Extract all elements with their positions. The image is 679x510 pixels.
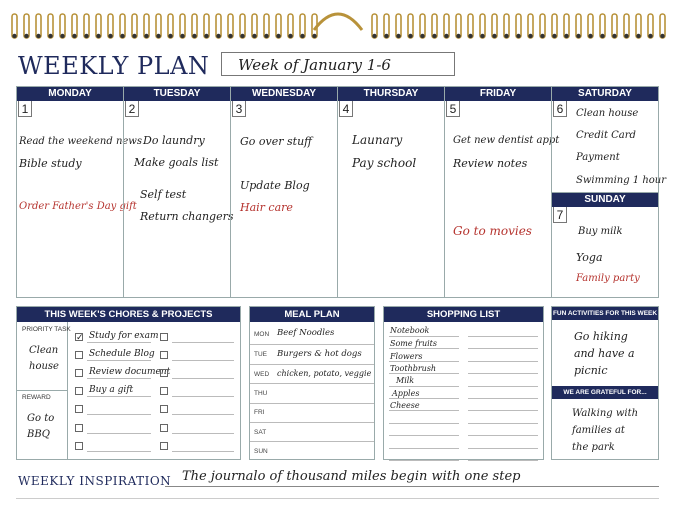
entry[interactable]: Do laundry (143, 134, 205, 147)
day-sunday[interactable] (551, 192, 659, 298)
meal-line (250, 383, 374, 384)
priority-task-label: PRIORITY TASK (22, 326, 71, 333)
binding-hole (24, 34, 28, 38)
day-number: 6 (553, 101, 567, 117)
meal-line (250, 364, 374, 365)
entry[interactable]: Hair care (240, 201, 293, 214)
binding-hole (432, 34, 436, 38)
inspiration-line (165, 486, 659, 487)
chore-checkbox[interactable] (75, 424, 83, 432)
project-checkbox[interactable] (160, 442, 168, 450)
binding-hole (240, 34, 244, 38)
meal-entry[interactable]: chicken, potato, veggie (277, 369, 372, 378)
shopping-line (468, 336, 538, 337)
shopping-line (389, 423, 459, 424)
binding-hole (36, 34, 40, 38)
chore-item[interactable]: Buy a gift (89, 385, 134, 395)
chore-checkbox-checked[interactable]: ✓ (76, 332, 84, 342)
chore-line (87, 396, 151, 397)
priority-divider (67, 322, 68, 459)
priority-task-value[interactable]: house (29, 361, 59, 372)
day-thursday[interactable] (337, 86, 445, 298)
binding-hole (132, 34, 136, 38)
binding-hole (204, 34, 208, 38)
binding-hole (456, 34, 460, 38)
project-checkbox[interactable] (160, 405, 168, 413)
day-header: THURSDAY (338, 87, 444, 101)
shopping-line (389, 398, 459, 399)
binding-hole (624, 34, 628, 38)
chore-line (87, 451, 151, 452)
binding-hole (660, 34, 664, 38)
binding-rings (12, 14, 665, 38)
meal-entry[interactable]: Burgers & hot dogs (277, 349, 362, 359)
entry[interactable]: Update Blog (240, 179, 310, 192)
entry[interactable]: Return changers (140, 210, 234, 223)
spiral-binding (0, 0, 679, 46)
reward-value[interactable]: Go to (27, 413, 55, 424)
binding-hole (108, 34, 112, 38)
binding-hole (84, 34, 88, 38)
entry[interactable]: Launary (352, 133, 403, 147)
day-number: 5 (446, 101, 460, 117)
entry[interactable]: Make goals list (134, 156, 219, 169)
entry[interactable]: Go over stuff (240, 135, 312, 148)
binding-hole (120, 34, 124, 38)
shopping-line (389, 386, 459, 387)
entry[interactable]: Review notes (453, 157, 528, 170)
meal-day-label: TUE (254, 351, 267, 358)
day-number: 3 (232, 101, 246, 117)
binding-hole (156, 34, 160, 38)
binding-hole (12, 34, 16, 38)
binding-hole (480, 34, 484, 38)
chore-line (87, 378, 151, 379)
meal-line (250, 422, 374, 423)
meal-line (250, 441, 374, 442)
shopping-line (468, 386, 538, 387)
shopping-line (389, 435, 459, 436)
day-header: MONDAY (17, 87, 123, 101)
chore-line (87, 433, 151, 434)
fun-activity-line[interactable]: Go hiking (574, 330, 628, 343)
entry[interactable]: Get new dentist appt (453, 135, 560, 146)
binding-hole (528, 34, 532, 38)
meal-plan-header: MEAL PLAN (250, 307, 374, 322)
chore-line (87, 360, 151, 361)
meal-day-label: MON (254, 331, 270, 338)
chore-checkbox[interactable] (75, 369, 83, 377)
reward-value[interactable]: BBQ (27, 429, 50, 440)
shopping-item[interactable]: Notebook (390, 326, 430, 335)
entry[interactable]: Buy milk (578, 226, 623, 237)
entry[interactable]: Order Father's Day gift (19, 201, 137, 212)
chore-checkbox[interactable] (75, 351, 83, 359)
binding-hole (180, 34, 184, 38)
binding-hole (300, 34, 304, 38)
project-checkbox[interactable] (160, 369, 168, 377)
page-title: WEEKLY PLAN (18, 52, 210, 80)
project-line (172, 414, 234, 415)
meal-line (250, 344, 374, 345)
day-header: WEDNESDAY (231, 87, 337, 101)
grateful-line[interactable]: the park (572, 442, 615, 453)
inspiration-quote[interactable]: The journalo of thousand miles begin with one step (182, 469, 521, 484)
project-checkbox[interactable] (160, 387, 168, 395)
shopping-line (468, 348, 538, 349)
shopping-line (389, 348, 459, 349)
project-line (172, 451, 234, 452)
meal-day-label: SAT (254, 429, 267, 436)
shopping-line (468, 398, 538, 399)
binding-hole (96, 34, 100, 38)
priority-task-value[interactable]: Clean (29, 345, 59, 356)
binding-hole (540, 34, 544, 38)
shopping-item[interactable]: Cheese (390, 401, 420, 410)
binding-hole (408, 34, 412, 38)
entry[interactable]: Read the weekend news (19, 136, 142, 147)
binding-hole (504, 34, 508, 38)
binding-hole (600, 34, 604, 38)
entry[interactable]: Go to movies (453, 224, 532, 238)
shopping-line (468, 373, 538, 374)
shopping-line (468, 448, 538, 449)
day-wednesday[interactable] (230, 86, 338, 298)
meal-day-label: SUN (254, 448, 268, 455)
chore-line (87, 414, 151, 415)
shopping-line (468, 361, 538, 362)
day-header: SUNDAY (552, 193, 658, 207)
project-line (172, 396, 234, 397)
grateful-line[interactable]: families at (572, 425, 625, 436)
binding-hole (60, 34, 64, 38)
fun-activity-line[interactable]: picnic (574, 364, 608, 377)
project-line (172, 378, 234, 379)
day-tuesday[interactable] (123, 86, 234, 298)
chore-checkbox[interactable] (75, 405, 83, 413)
day-monday[interactable] (16, 86, 142, 298)
binding-hole (576, 34, 580, 38)
binding-hole (384, 34, 388, 38)
shopping-line (389, 361, 459, 362)
grateful-line[interactable]: Walking with (572, 408, 639, 419)
binding-hole (492, 34, 496, 38)
chores-header: THIS WEEK'S CHORES & PROJECTS (17, 307, 240, 322)
project-line (172, 433, 234, 434)
day-number: 2 (125, 101, 139, 117)
binding-hole (636, 34, 640, 38)
meal-day-label: THU (254, 390, 268, 397)
entry[interactable]: Pay school (352, 156, 417, 170)
inspiration-label: WEEKLY INSPIRATION (18, 474, 172, 488)
entry[interactable]: Clean house (576, 108, 639, 119)
chore-checkbox[interactable] (75, 442, 83, 450)
meal-plan-box (249, 306, 375, 460)
day-header: FRIDAY (445, 87, 551, 101)
binding-hole (216, 34, 220, 38)
entry[interactable]: Payment (576, 152, 620, 163)
day-saturday[interactable] (551, 86, 667, 207)
binding-hole (144, 34, 148, 38)
binding-hole (288, 34, 292, 38)
shopping-list-header: SHOPPING LIST (384, 307, 543, 322)
hanger-hook (314, 14, 362, 30)
chore-item[interactable]: Review document (89, 367, 171, 377)
shopping-list-box (383, 306, 544, 460)
entry[interactable]: Family party (576, 273, 640, 284)
meal-day-label: WED (254, 371, 270, 378)
binding-hole (444, 34, 448, 38)
binding-hole (516, 34, 520, 38)
entry[interactable]: Yoga (576, 251, 603, 264)
fun-activities-box (551, 306, 659, 460)
chore-checkbox[interactable] (75, 387, 83, 395)
shopping-line (389, 336, 459, 337)
binding-hole (276, 34, 280, 38)
entry[interactable]: Self test (140, 188, 187, 201)
entry[interactable]: Swimming 1 hour (576, 175, 667, 186)
shopping-line (468, 435, 538, 436)
bottom-rule (16, 498, 659, 499)
project-checkbox[interactable] (160, 333, 168, 341)
shopping-line (468, 423, 538, 424)
meal-day-label: FRI (254, 409, 265, 416)
shopping-line (389, 448, 459, 449)
section-divider (17, 390, 67, 391)
shopping-item[interactable]: Milk (396, 376, 415, 385)
entry[interactable]: Bible study (19, 157, 82, 170)
binding-hole (312, 34, 316, 38)
week-of-field[interactable]: Week of January 1-6 (221, 52, 455, 76)
shopping-item[interactable]: Some fruits (390, 339, 437, 348)
reward-label: REWARD (22, 394, 51, 401)
binding-hole (564, 34, 568, 38)
shopping-item[interactable]: Toothbrush (390, 364, 437, 373)
fun-activity-line[interactable]: and have a (574, 347, 635, 360)
binding-hole (228, 34, 232, 38)
shopping-item[interactable]: Apples (392, 389, 420, 398)
entry[interactable]: Credit Card (576, 130, 636, 141)
binding-hole (648, 34, 652, 38)
day-header: SATURDAY (552, 87, 658, 101)
shopping-item[interactable]: Flowers (390, 352, 423, 361)
binding-hole (588, 34, 592, 38)
shopping-line (468, 460, 538, 461)
binding-hole (372, 34, 376, 38)
meal-entry[interactable]: Beef Noodles (277, 328, 335, 338)
project-checkbox[interactable] (160, 424, 168, 432)
binding-hole (468, 34, 472, 38)
binding-hole (252, 34, 256, 38)
meal-line (250, 403, 374, 404)
day-number: 4 (339, 101, 353, 117)
chore-line (87, 342, 151, 343)
binding-hole (612, 34, 616, 38)
binding-hole (72, 34, 76, 38)
day-friday[interactable] (444, 86, 560, 298)
grateful-header: WE ARE GRATEFUL FOR... (552, 386, 658, 399)
project-line (172, 342, 234, 343)
day-number: 1 (18, 101, 32, 117)
project-checkbox[interactable] (160, 351, 168, 359)
chore-item[interactable]: Study for exam (89, 331, 159, 341)
fun-activities-header: FUN ACTIVITIES FOR THIS WEEK (552, 307, 658, 320)
chores-projects-box (16, 306, 241, 460)
binding-hole (192, 34, 196, 38)
binding-hole (420, 34, 424, 38)
shopping-line (468, 410, 538, 411)
shopping-line (389, 460, 459, 461)
day-header: TUESDAY (124, 87, 230, 101)
binding-hole (264, 34, 268, 38)
chore-item[interactable]: Schedule Blog (89, 349, 155, 359)
binding-hole (48, 34, 52, 38)
binding-hole (168, 34, 172, 38)
binding-hole (396, 34, 400, 38)
day-number: 7 (553, 207, 567, 223)
binding-hole (552, 34, 556, 38)
project-line (172, 360, 234, 361)
shopping-line (389, 410, 459, 411)
shopping-line (389, 373, 459, 374)
